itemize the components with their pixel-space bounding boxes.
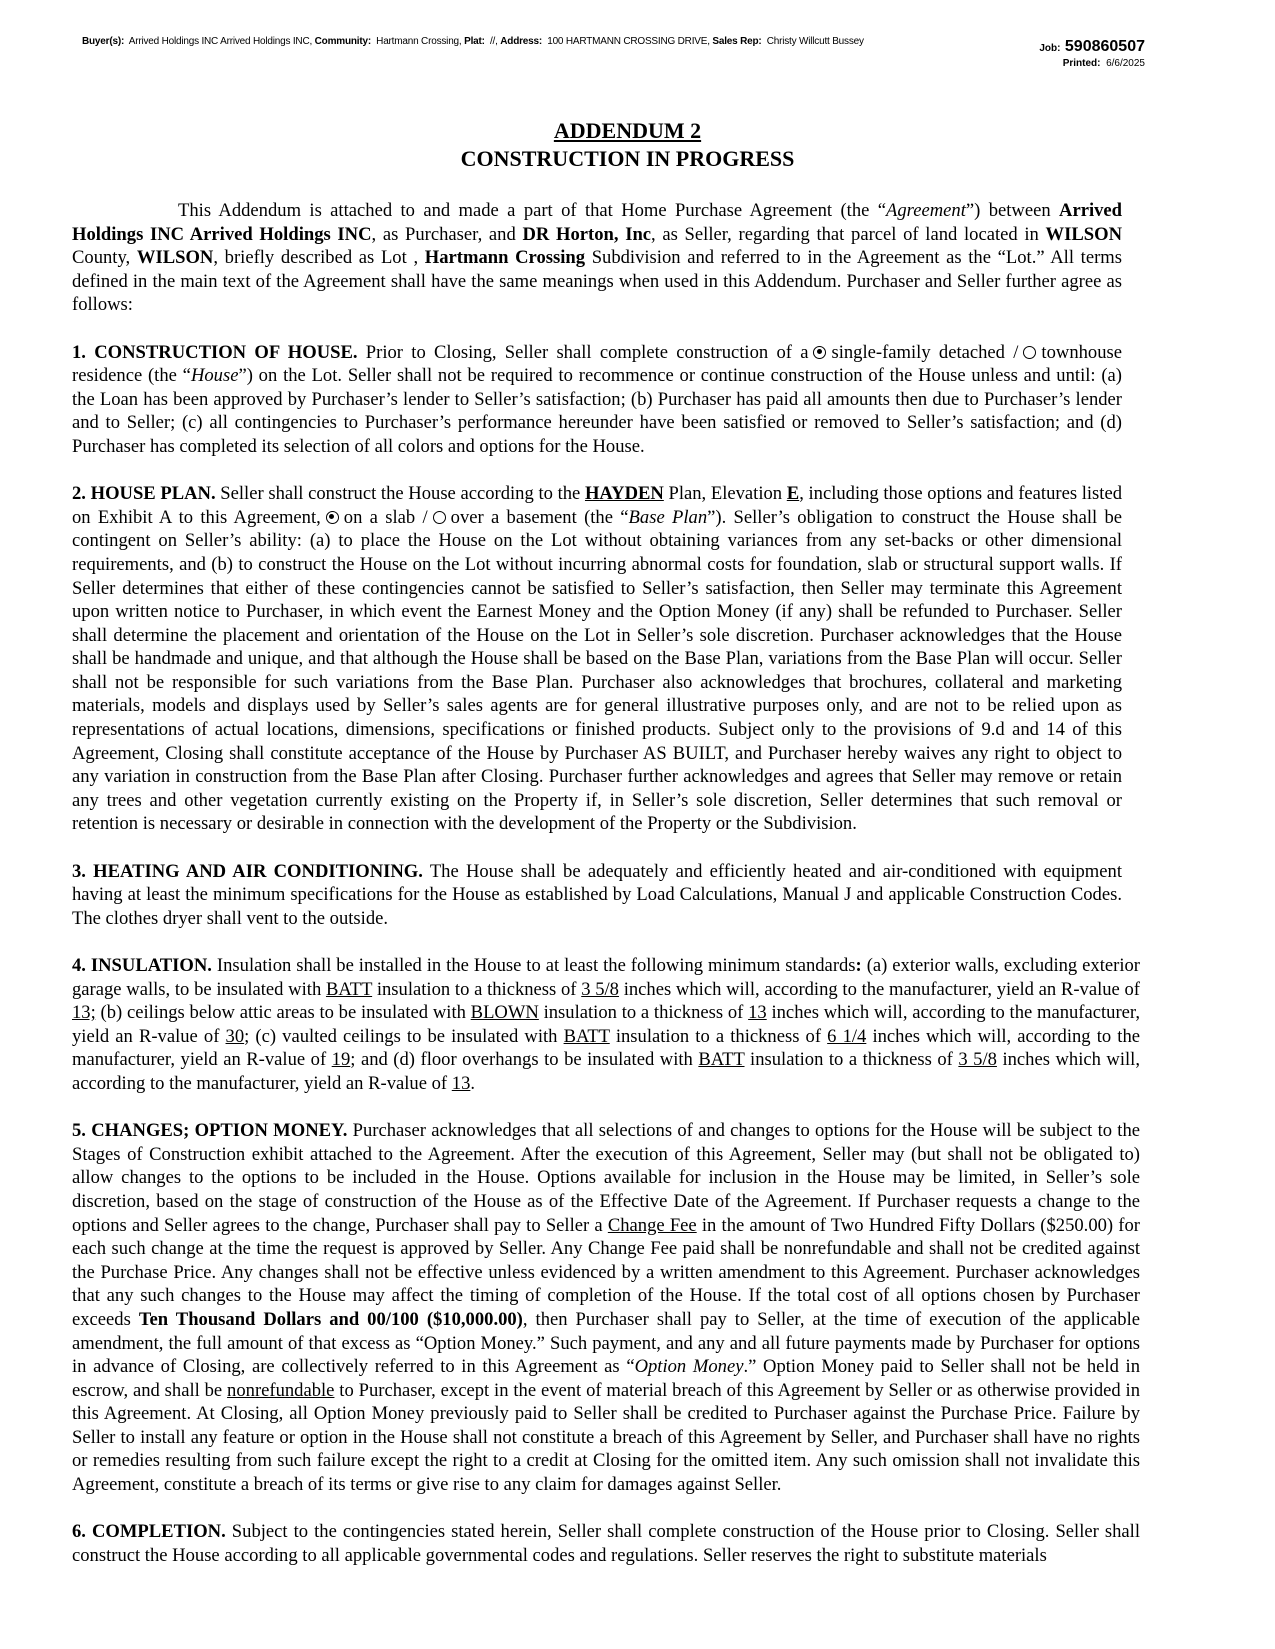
text-segment: insulation to a thickness of <box>609 1025 828 1047</box>
defined-term: Agreement <box>886 200 966 221</box>
section-6-completion <box>72 1520 1140 1567</box>
on-a-slab-radio-icon <box>326 511 339 524</box>
bold-text: HAYDEN <box>584 483 664 505</box>
filled-field-text: nonrefundable <box>227 1379 335 1401</box>
text-segment: inches which will, according to the manufacturer, yield an R-value of <box>72 1002 1141 1047</box>
text-segment: The House shall be adequately and efficiently heated and air-conditioned with equipment having at least the minimum specifications for the House as established by Load Calculations, Manual J and applicable Construction Codes. The clothes dryer shall vent to the outside. <box>72 860 1122 929</box>
title-construction-in-progress: CONSTRUCTION IN PROGRESS <box>460 146 795 171</box>
filled-field-text: BLOWN <box>470 1002 539 1024</box>
bold-text: DR Horton, Inc <box>522 223 652 245</box>
text-segment: to Purchaser, except in the event of material breach of this Agreement by Seller or as otherwise provided in this Agreement. At Closing, all Option Money previously paid to Seller shall be credited to Purchaser against the Purchase Price. Failure by Seller to install any feature or option in the House shall not constitute a breach of this Agreement by Seller, and Purchaser shall have no rights or remedies resulting from such failure except the right to a credit at Closing for the omitted item. Any such omission shall not invalidate this Agreement, constitute a breach of its terms or give rise to any claim for damages against Seller. <box>72 1379 1140 1496</box>
bold-text: WILSON <box>136 247 214 269</box>
filled-field-text: BATT <box>563 1025 610 1047</box>
section-3-heating-air <box>72 860 1122 931</box>
filled-field-text: 13 <box>748 1002 767 1024</box>
text-segment: townhouse residence (the “ <box>72 341 1122 387</box>
address-value: 100 HARTMANN CROSSING DRIVE, <box>547 36 710 47</box>
text-segment: inches which will, according to the manufacturer, yield an R-value of <box>72 1025 1140 1071</box>
job-label: Job: <box>1039 43 1061 54</box>
text-segment: insulation to a thickness of <box>372 978 582 1000</box>
buyer-label: Buyer(s): <box>82 36 125 47</box>
text-segment: Plan, Elevation <box>663 483 787 505</box>
job-number: 590860507 <box>1064 38 1145 55</box>
bold-text: : <box>855 955 862 976</box>
text-segment: , briefly described as Lot , <box>213 247 425 269</box>
text-segment: ; (c) vaulted ceilings to be insulated with <box>244 1025 564 1047</box>
text-segment: Insulation shall be installed in the House to at least the following minimum standards <box>211 955 856 976</box>
text-segment: Purchaser acknowledges that all selections of and changes to options for the House will be subject to the Stages of Construction exhibit attached to the Agreement. After the execution of this Agreement, Seller may (but shall not be obligated to) allow changes to the options to be included in the House. Options available for inclusion in the House may be limited, in Seller’s sole discretion, based on the stage of construction of the House as of the Effective Date of the Agreement. If Purchaser requests a change to the options and Seller agrees to the change, Purchaser shall pay to Seller a <box>72 1120 1140 1236</box>
bold-text: Hartmann Crossing <box>424 247 586 269</box>
text-segment: . <box>470 1072 476 1094</box>
printed-label: Printed: <box>1062 58 1101 69</box>
text-segment: Subject to the contingencies stated herein, Seller shall complete construction of the House prior to Closing. Seller shall construct the House according to all applicable governmental codes and regulations. Seller reserves the right to substitute materials <box>72 1521 1140 1566</box>
bold-text: Arrived Holdings INC Arrived Holdings INC <box>72 200 1123 245</box>
buyer-value: Arrived Holdings INC Arrived Holdings INC, <box>128 36 313 47</box>
text-segment: ”) between <box>965 200 1060 221</box>
text-segment: .” Option Money paid to Seller shall not be held in escrow, and shall be <box>72 1356 1140 1401</box>
text-segment: on a slab / <box>343 506 428 528</box>
section-5-changes-option-money <box>72 1119 1140 1497</box>
text-segment: in the amount of Two Hundred Fifty Dollars ($250.00) for each such change at the time the request is approved by Seller. Any Change Fee paid shall be nonrefundable and shall not be credited against the Purchase Price. Any changes shall not be effective unless evidenced by a written amendment to this Agreement. Purchaser acknowledges that any such changes to the House may affect the timing of completion of the House. If the total cost of all options chosen by Purchaser exceeds <box>72 1214 1140 1330</box>
over-a-basement-radio-icon <box>433 511 446 524</box>
single-family-detached-radio-icon <box>813 346 826 359</box>
text-segment: Prior to Closing, Seller shall complete construction of a <box>357 341 809 363</box>
filled-field-text: BATT <box>325 978 373 1000</box>
text-segment: , as Seller, regarding that parcel of land located in <box>651 223 1046 245</box>
community-label: Community: <box>314 36 371 47</box>
text-segment: County, <box>72 247 137 269</box>
job-info <box>1039 38 1145 69</box>
plat-value: //, <box>489 36 498 47</box>
townhouse-radio-icon <box>1023 346 1036 359</box>
filled-field-text: 3 5/8 <box>958 1049 997 1071</box>
plat-label: Plat: <box>464 36 485 47</box>
printed-date: 6/6/2025 <box>1106 58 1145 69</box>
text-segment: , then Purchaser shall pay to Seller, at the time of execution of the applicable amendment, the full amount of that excess as “Option Money.” Such payment, and any and all future payments made by Purchaser for options in advance of Closing, are collectively referred to in this Agreement as “ <box>72 1308 1140 1378</box>
section-4-insulation <box>72 954 1140 1096</box>
document-body <box>72 199 1140 1591</box>
bold-text: 3. HEATING AND AIR CONDITIONING. <box>72 860 423 882</box>
section-2-house-plan <box>72 482 1122 836</box>
text-segment: single-family detached / <box>831 341 1019 363</box>
text-segment: over a basement (the “ <box>450 506 629 528</box>
text-segment: inches which will, according to the manufacturer, yield an R-value of <box>618 978 1140 1000</box>
document-header-info <box>82 36 864 47</box>
text-segment: This Addendum is attached to and made a part of that Home Purchase Agreement (the “ <box>178 200 887 221</box>
text-segment: ; and (d) floor overhangs to be insulated with <box>350 1049 699 1071</box>
bold-text: 5. CHANGES; OPTION MONEY. <box>72 1120 348 1142</box>
text-segment: (b) ceilings below attic areas to be insulated with <box>95 1002 471 1024</box>
defined-term: Base Plan <box>628 506 708 528</box>
title-addendum: ADDENDUM 2 <box>553 118 702 143</box>
text-segment: ”). Seller’s obligation to construct the House shall be contingent on Seller’s ability: (a) to place the House on the Lot without obtaining variances from any set-backs or other dimensional requirements, and (b) to construct the House on the Lot without incurring abnormal costs for foundation, slab or structural support walls. If Seller determines that either of these contingencies cannot be satisfied to Seller’s satisfaction, then Seller may terminate this Agreement upon written notice to Purchaser, in which event the Earnest Money and the Option Money (if any) shall be refunded to Purchaser. Seller shall determine the placement and orientation of the House on the Lot in Seller’s sole discretion. Purchaser acknowledges that the House shall be handmade and unique, and that although the House shall be based on the Base Plan, variations from the Base Plan will occur. Seller shall not be responsible for such variations from the Base Plan. Purchaser also acknowledges that brochures, collateral and marketing materials, models and displays used by Seller’s sales agents are for general illustrative purposes only, and are not to be relied upon as representations of actual locations, dimensions, specifications or finished products. Subject only to the provisions of 9.d and 14 of this Agreement, Closing shall constitute acceptance of the House by Purchaser AS BUILT, and Purchaser hereby waives any right to object to any variation in construction from the Base Plan after Closing. Purchaser further acknowledges and agrees that Seller may remove or retain any trees and other vegetation currently existing on the Property if, in Seller’s sole discretion, Seller determines that such removal or retention is necessary or desirable in connection with the development of the Property or the Subdivision. <box>72 506 1123 835</box>
filled-field-text: Change Fee <box>607 1214 697 1236</box>
filled-field-text: 19 <box>331 1049 351 1071</box>
bold-text: Ten Thousand Dollars and 00/100 ($10,000.00) <box>138 1308 523 1330</box>
bold-text: 6. COMPLETION. <box>72 1521 226 1543</box>
bold-text: WILSON <box>1045 223 1122 245</box>
defined-term: Option Money <box>634 1356 744 1378</box>
filled-field-text: BATT <box>698 1049 745 1071</box>
filled-field-text: 30 <box>225 1025 245 1047</box>
filled-field-text: 3 5/8 <box>581 978 619 1000</box>
text-segment: insulation to a thickness of <box>744 1049 959 1071</box>
defined-term: House <box>190 365 239 387</box>
filled-field-text: 6 1/4 <box>827 1025 867 1047</box>
text-segment: Seller shall construct the House according to the <box>215 483 585 505</box>
intro <box>72 199 1122 317</box>
bold-text: E <box>786 483 800 505</box>
community-value: Hartmann Crossing, <box>376 36 462 47</box>
bold-text: 2. HOUSE PLAN. <box>72 483 216 505</box>
sales-rep-label: Sales Rep: <box>712 36 762 47</box>
text-segment: , including those options and features listed on Exhibit A to this Agreement, <box>72 483 1123 528</box>
address-label: Address: <box>500 36 543 47</box>
bold-text: 4. INSULATION. <box>72 955 212 976</box>
bold-text: 1. CONSTRUCTION OF HOUSE. <box>72 341 358 363</box>
sales-rep-value: Christy Willcutt Bussey <box>766 36 864 47</box>
text-segment: ”) on the Lot. Seller shall not be required to recommence or continue construction of the House unless and until: (a) the Loan has been approved by Purchaser’s lender to Seller’s satisfaction; (b) Purchaser has paid all amounts then due to Purchaser’s lender and to Seller; (c) all contingencies to Purchaser’s performance hereunder have been satisfied or removed to Seller’s satisfaction; and (d) Purchaser has completed its selection of all colors and options for the House. <box>72 365 1122 457</box>
filled-field-text: 13 <box>451 1072 471 1094</box>
document-title <box>0 117 1255 173</box>
filled-field-text: 13; <box>72 1002 96 1024</box>
text-segment: insulation to a thickness of <box>538 1002 749 1024</box>
text-segment: , as Purchaser, and <box>371 223 523 245</box>
text-segment: (a) exterior walls, excluding exterior garage walls, to be insulated with <box>72 955 1140 1000</box>
text-segment: Subdivision and referred to in the Agreement as the “Lot.” All terms defined in the main text of the Agreement shall have the same meanings when used in this Addendum. Purchaser and Seller further agree as follows: <box>72 247 1122 316</box>
section-1-construction-of-house <box>72 341 1122 459</box>
text-segment: inches which will, according to the manufacturer, yield an R-value of <box>72 1049 1140 1094</box>
